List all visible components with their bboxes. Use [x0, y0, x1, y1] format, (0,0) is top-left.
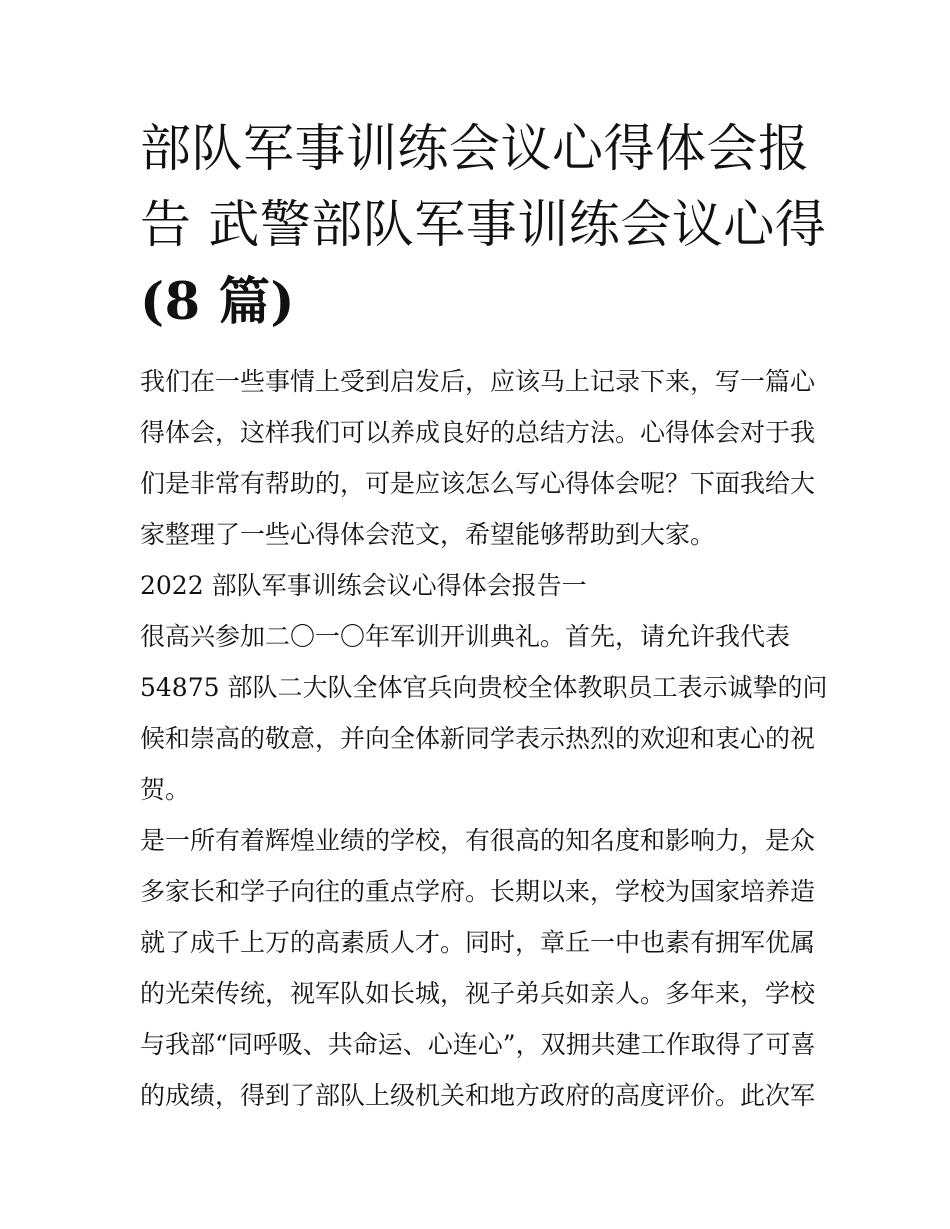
text-line: 2022 部队军事训练会议心得体会报告一: [140, 571, 587, 600]
text-line: 家整理了一些心得体会范文，希望能够帮助到大家。: [140, 520, 716, 549]
text-line: 的光荣传统，视军队如长城，视子弟兵如亲人。多年来，学校: [140, 979, 816, 1008]
text-line: 多家长和学子向往的重点学府。长期以来，学校为国家培养造: [140, 877, 816, 906]
text-line: 们是非常有帮助的，可是应该怎么写心得体会呢？下面我给大: [140, 469, 816, 498]
text-line: 贺。: [140, 775, 191, 804]
text-line: 54875 部队二大队全体官兵向贵校全体教职员工表示诚挚的问: [140, 673, 828, 702]
section-heading: [140, 560, 816, 611]
text-line: 候和崇高的敬意，并向全体新同学表示热烈的欢迎和衷心的祝: [140, 724, 816, 753]
text-line: 的成绩，得到了部队上级机关和地方政府的高度评价。此次军: [140, 1081, 816, 1110]
title-line: 告 武警部队军事训练会议心得: [140, 196, 827, 255]
text-line: 与我部“同呼吸、共命运、心连心”，双拥共建工作取得了可喜: [140, 1030, 816, 1059]
text-line: 我们在一些事情上受到启发后，应该马上记录下来，写一篇心: [140, 367, 816, 396]
intro-paragraph: [140, 356, 816, 560]
text-line: 就了成千上万的高素质人才。同时，章丘一中也素有拥军优属: [140, 928, 816, 957]
text-line: 很高兴参加二〇一〇年军训开训典礼。首先，请允许我代表: [140, 622, 791, 651]
document-title: [140, 112, 827, 340]
title-line: 部队军事训练会议心得体会报: [140, 120, 810, 179]
document-body: [140, 112, 828, 1121]
body-paragraph: [140, 611, 828, 815]
text-line: 得体会，这样我们可以养成良好的总结方法。心得体会对于我: [140, 418, 816, 447]
text-line: 是一所有着辉煌业绩的学校，有很高的知名度和影响力，是众: [140, 826, 816, 855]
body-paragraph: [140, 815, 816, 1121]
title-line: (8 篇): [140, 272, 296, 332]
